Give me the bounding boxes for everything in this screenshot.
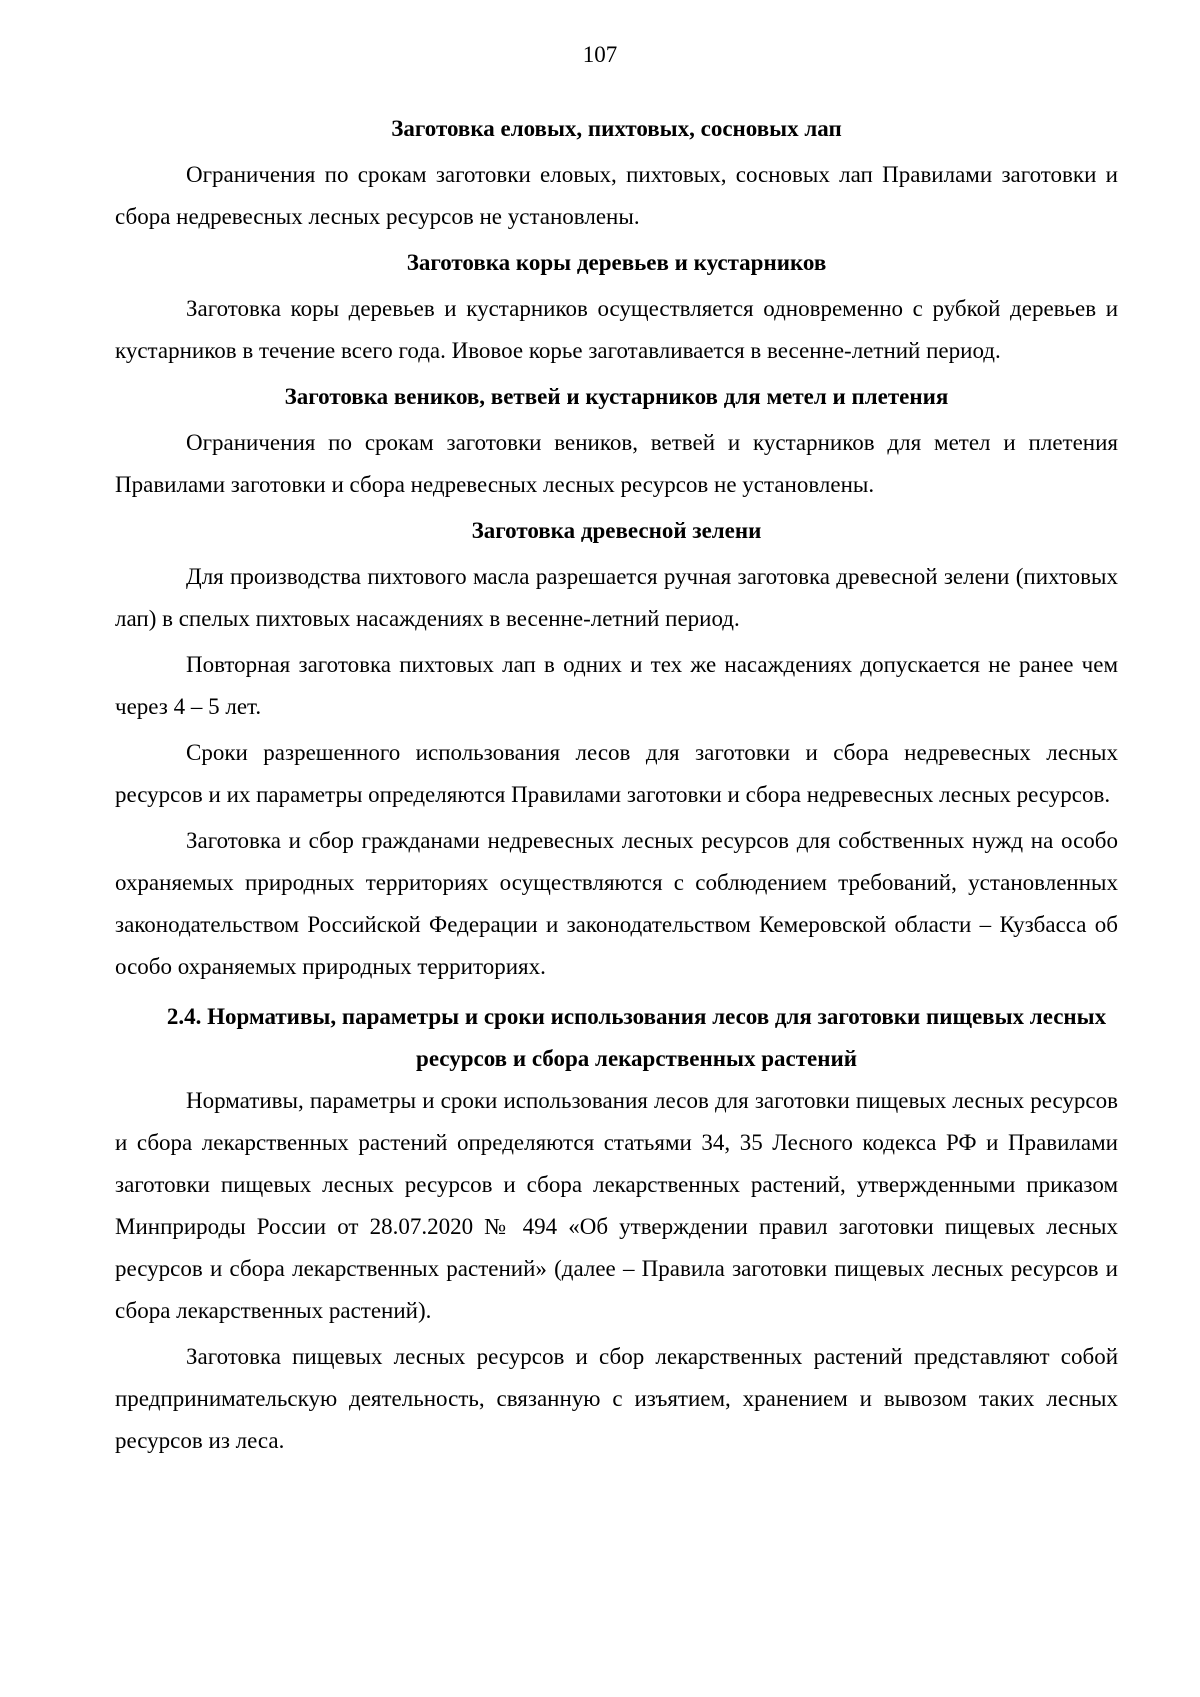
section-title-2-4: 2.4. Нормативы, параметры и сроки использования лесов для заготовки пищевых лесных ресурсов и сбора лекарственных растений [166,1004,1107,1071]
paragraph: Сроки разрешенного использования лесов для заготовки и сбора недревесных лесных ресурсов и их параметры определяются Правилами заготовки и сбора недревесных лесных ресурсов. [115,740,1118,807]
paragraph: Ограничения по срокам заготовки еловых, пихтовых, сосновых лап Правилами заготовки и сбора недревесных лесных ресурсов не установлены. [115,162,1118,229]
heading-wood-greenery: Заготовка древесной зелени [471,518,762,543]
heading-spruce-fir-pine-branches: Заготовка еловых, пихтовых, сосновых лап [391,116,842,141]
paragraph: Заготовка коры деревьев и кустарников осуществляется одновременно с рубкой деревьев и кустарников в течение всего года. Ивовое корье заготавливается в весенне-летний период. [115,296,1118,363]
paragraph: Ограничения по срокам заготовки веников, ветвей и кустарников для метел и плетения Правилами заготовки и сбора недревесных лесных ресурсов не установлены. [115,430,1118,497]
paragraph: Заготовка и сбор гражданами недревесных лесных ресурсов для собственных нужд на особо охраняемых природных территориях осуществляются с соблюдением требований, установленных законодательством Российской Федерации и законодательством Кемеровской области – Кузбасса об особо охраняемых природных территориях. [115,828,1118,979]
page-number: 107 [582,42,618,67]
paragraph: Заготовка пищевых лесных ресурсов и сбор лекарственных растений представляют собой предпринимательскую деятельность, связанную с изъятием, хранением и вывозом таких лесных ресурсов из леса. [115,1344,1118,1453]
document-body [115,108,1118,1466]
heading-bark-harvesting: Заготовка коры деревьев и кустарников [406,250,827,275]
paragraph: Нормативы, параметры и сроки использования лесов для заготовки пищевых лесных ресурсов и сбора лекарственных растений определяются статьями 34, 35 Лесного кодекса РФ и Правилами заготовки пищевых лесных ресурсов и сбора лекарственных растений, утвержденными приказом Минприроды России от 28.07.2020 № 494 «Об утверждении правил заготовки пищевых лесных ресурсов и сбора лекарственных растений» (далее – Правила заготовки пищевых лесных ресурсов и сбора лекарственных растений). [115,1088,1118,1323]
paragraph: Повторная заготовка пихтовых лап в одних и тех же насаждениях допускается не ранее чем через 4 – 5 лет. [115,652,1118,719]
paragraph: Для производства пихтового масла разрешается ручная заготовка древесной зелени (пихтовых лап) в спелых пихтовых насаждениях в весенне-летний период. [115,564,1118,631]
heading-brooms-branches: Заготовка веников, ветвей и кустарников для метел и плетения [284,384,949,409]
